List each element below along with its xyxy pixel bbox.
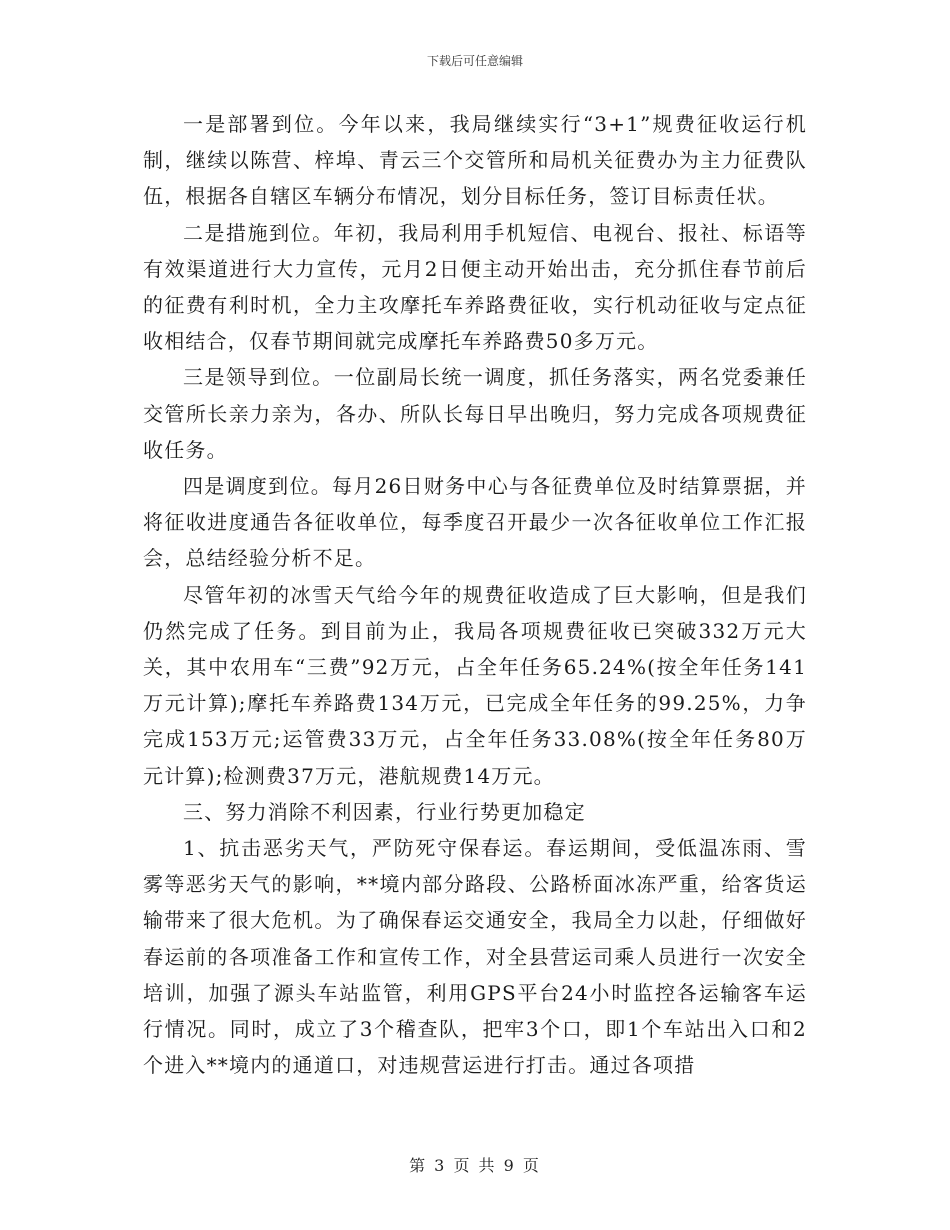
paragraph-scheduling: 四是调度到位。每月26日财务中心与各征费单位及时结算票据，并将征收进度通告各征收单位，每季度召开最少一次各征收单位工作汇报会，总结经验分析不足。 [143, 474, 807, 571]
paragraph-measures: 二是措施到位。年初，我局利用手机短信、电视台、报社、标语等有效渠道进行大力宣传，元月2日便主动开始出击，充分抓住春节前后的征费有利时机，全力主攻摩托车养路费征收，实行机动征收与定点征收相结合，仅春节期间就完成摩托车养路费50多万元。 [143, 220, 807, 354]
paragraph-deployment: 一是部署到位。今年以来，我局继续实行“3+1”规费征收运行机制，继续以陈营、梓埠、青云三个交管所和局机关征费办为主力征费队伍，根据各自辖区车辆分布情况，划分目标任务，签订目标责任状。 [143, 112, 807, 209]
paragraph-spring-transport: 1、抗击恶劣天气，严防死守保春运。春运期间，受低温冻雨、雪雾等恶劣天气的影响，**境内部分路段、公路桥面冰冻严重，给客货运输带来了很大危机。为了确保春运交通安全，我局全力以赴，仔细做好春运前的各项准备工作和宣传工作，对全县营运司乘人员进行一次安全培训，加强了源头车站监管，利用GPS平台24小时监控各运输客车运行情况。同时，成立了3个稽查队，把牢3个口，即1个车站出入口和2个进入**境内的通道口，对违规营运进行打击。通过各项措 [143, 836, 807, 1078]
paragraph-results: 尽管年初的冰雪天气给今年的规费征收造成了巨大影响，但是我们仍然完成了任务。到目前为止，我局各项规费征收已突破332万元大关，其中农用车“三费”92万元，占全年任务65.24%(按全年任务141万元计算);摩托车养路费134万元，已完成全年任务的99.25%，力争完成153万元;运管费33万元，占全年任务33.08%(按全年任务80万元计算);检测费37万元，港航规费14万元。 [143, 582, 807, 788]
page-header: 下载后可任意编辑 [426, 54, 523, 68]
section-heading: 三、努力消除不利因素，行业行势更加稳定 [183, 799, 586, 824]
page-number: 第 3 页 共 9 页 [409, 1156, 541, 1175]
paragraph-leadership: 三是领导到位。一位副局长统一调度，抓任务落实，两名党委兼任交管所长亲力亲为，各办、所队长每日早出晚归，努力完成各项规费征收任务。 [143, 365, 807, 462]
document-body [143, 106, 807, 1083]
